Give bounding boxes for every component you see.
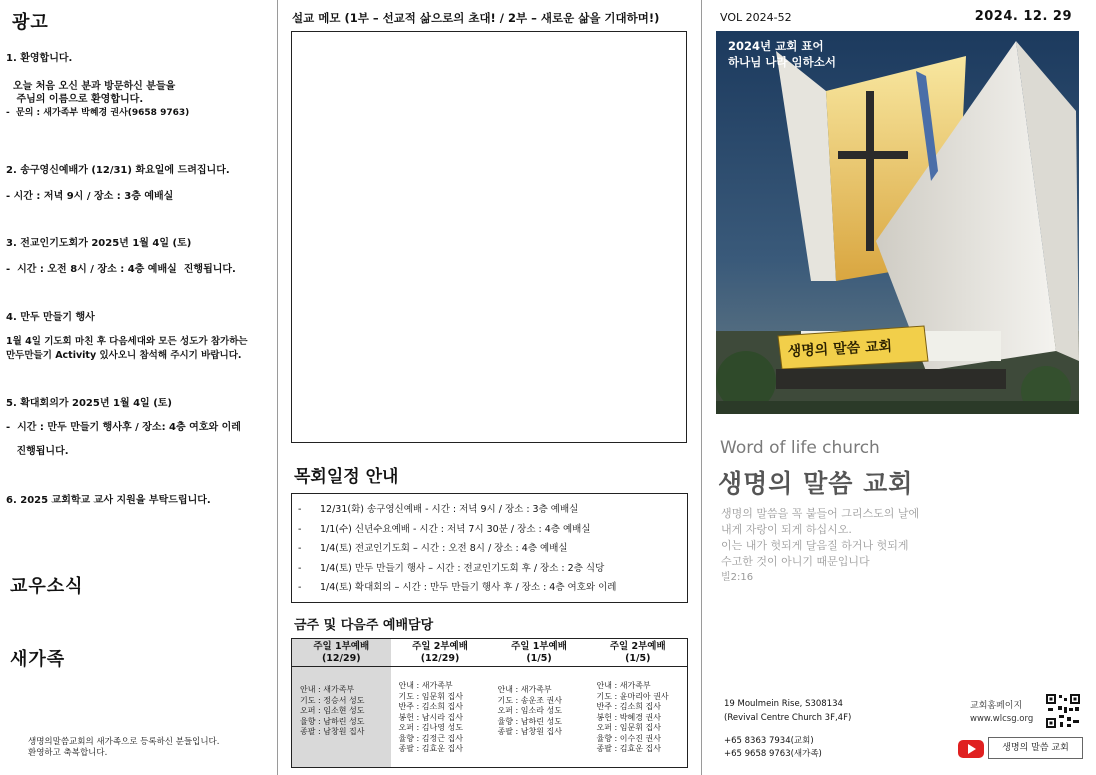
worship-cell: 안내 : 새가족부 기도 : 윤마리아 권사 반주 : 김소희 집사 봉헌 : 박혜경 권사 오퍼 : 임문휘 집사 율향 : 이수진 권사 종팔 : 김효운 집사 — [596, 681, 669, 753]
church-name-english: Word of life church — [720, 438, 880, 458]
sermon-memo-title: 설교 메모 (1부 – 선교적 삶으로의 초대! / 2부 – 새로운 삶을 기대하며!) — [292, 11, 660, 25]
announcement-2: 2. 송구영신예배가 (12/31) 화요일에 드려집니다. - 시간 : 저녁 9시 / 장소 : 3층 예배실 — [6, 165, 230, 202]
member-news-title: 교우소식 — [10, 576, 84, 597]
church-building-image — [716, 31, 1079, 414]
worship-cell: 안내 : 새가족부 기도 : 정승서 성도 오퍼 : 임소현 성도 율향 : 남하린 성도 종팔 : 남창원 집사 — [292, 667, 391, 768]
volume-number: VOL 2024-52 — [720, 11, 792, 24]
announcement-1: 1. 환영합니다. 오늘 처음 오신 분과 방문하신 분들을 주님의 이름으로 환영합니다. - 문의 : 새가족부 박혜경 권사(9658 9763) — [6, 53, 190, 118]
worship-header: 주일 1부예배 (1/5) — [490, 639, 589, 667]
qr-code-icon[interactable] — [1045, 693, 1081, 729]
announcements-title: 광고 — [12, 12, 49, 33]
worship-duty-table — [291, 638, 688, 768]
worship-cell: 안내 : 새가족부 기도 : 임문휘 집사 반주 : 김소희 집사 봉헌 : 남시라 집사 오퍼 : 김나영 성도 율향 : 김정근 집사 종팔 : 김효운 집사 — [398, 681, 463, 753]
sermon-memo-box[interactable] — [291, 31, 687, 443]
schedule-item: - 12/31(화) 송구영신예배 - 시간 : 저녁 9시 / 장소 : 3층 예배실 — [298, 504, 579, 515]
schedule-box — [291, 493, 688, 603]
church-motto: 2024년 교회 표어 하나님 나라 임하소서 — [728, 39, 836, 69]
announcements-column — [0, 0, 278, 775]
bulletin-date: 2024. 12. 29 — [974, 9, 1072, 24]
schedule-item: - 1/1(수) 신년수요예배 - 시간 : 저녁 7시 30분 / 장소 : 4층 예배실 — [298, 523, 591, 535]
building-sign-text: 생명의 말씀 교회 — [787, 338, 893, 360]
schedule-item: - 1/4(토) 확대회의 – 시간 : 만두 만들기 행사 후 / 장소 : 4층 여호와 이레 — [298, 582, 617, 593]
worship-header: 주일 2부예배 (12/29) — [391, 639, 490, 667]
church-phones: +65 8363 7934(교회) +65 9658 9763(새가족) — [724, 736, 822, 759]
announcement-5: 5. 확대회의가 2025년 1월 4일 (토) - 시간 : 만두 만들기 행사후 / 장소: 4층 여호와 이레 진행됩니다. — [6, 398, 241, 457]
schedule-item: - 1/4(토) 만두 만들기 행사 – 시간 : 전교인기도회 후 / 장소 : 2층 식당 — [298, 562, 605, 574]
church-address: 19 Moulmein Rise, S308134 (Revival Centre Church 3F,4F) — [724, 699, 852, 723]
verse-reference: 빌2:16 — [721, 572, 754, 583]
new-family-title: 새가족 — [10, 649, 66, 670]
schedule-title: 목회일정 안내 — [294, 467, 399, 487]
worship-header: 주일 1부예배 (12/29) — [292, 639, 391, 667]
announcement-4: 4. 만두 만들기 행사 1월 4일 기도회 마친 후 다음세대와 모든 성도가 참가하는 만두만들기 Activity 있사오니 참석해 주시기 바랍니다. — [6, 312, 248, 361]
schedule-item: - 1/4(토) 전교인기도회 – 시간 : 오전 8시 / 장소 : 4층 예배실 — [298, 543, 568, 554]
worship-header: 주일 2부예배 (1/5) — [589, 639, 688, 667]
church-name-korean: 생명의 말씀 교회 — [718, 469, 914, 498]
memo-schedule-column — [278, 0, 702, 775]
homepage-link[interactable]: www.wlcsg.org — [970, 714, 1034, 724]
worship-duty-title: 금주 및 다음주 예배담당 — [294, 618, 434, 633]
homepage-label: 교회홈페이지 — [970, 701, 1023, 711]
cover-column — [702, 0, 1096, 775]
youtube-icon[interactable] — [958, 740, 984, 758]
bible-verse: 생명의 말씀을 꼭 붙들어 그리스도의 날에 내게 자랑이 되게 하십시오. 이는 내가 헛되게 달음질 하거나 헛되게 수고한 것이 아니기 때문입니다 빌2:16 — [721, 506, 919, 586]
youtube-channel-button[interactable]: 생명의 말씀 교회 — [988, 737, 1083, 759]
announcement-6: 6. 2025 교회학교 교사 지원을 부탁드립니다. — [6, 495, 211, 506]
new-family-note: 생명의말씀교회의 새가족으로 등록하신 분들입니다. 환영하고 축복합니다. — [28, 737, 220, 758]
announcement-3: 3. 전교인기도회가 2025년 1월 4일 (토) - 시간 : 오전 8시 / 장소 : 4층 예배실 진행됩니다. — [6, 238, 236, 275]
worship-cell: 안내 : 새가족부 기도 : 송운조 권사 오퍼 : 임소라 성도 율향 : 남하린 성도 종팔 : 남창원 집사 — [497, 685, 562, 736]
